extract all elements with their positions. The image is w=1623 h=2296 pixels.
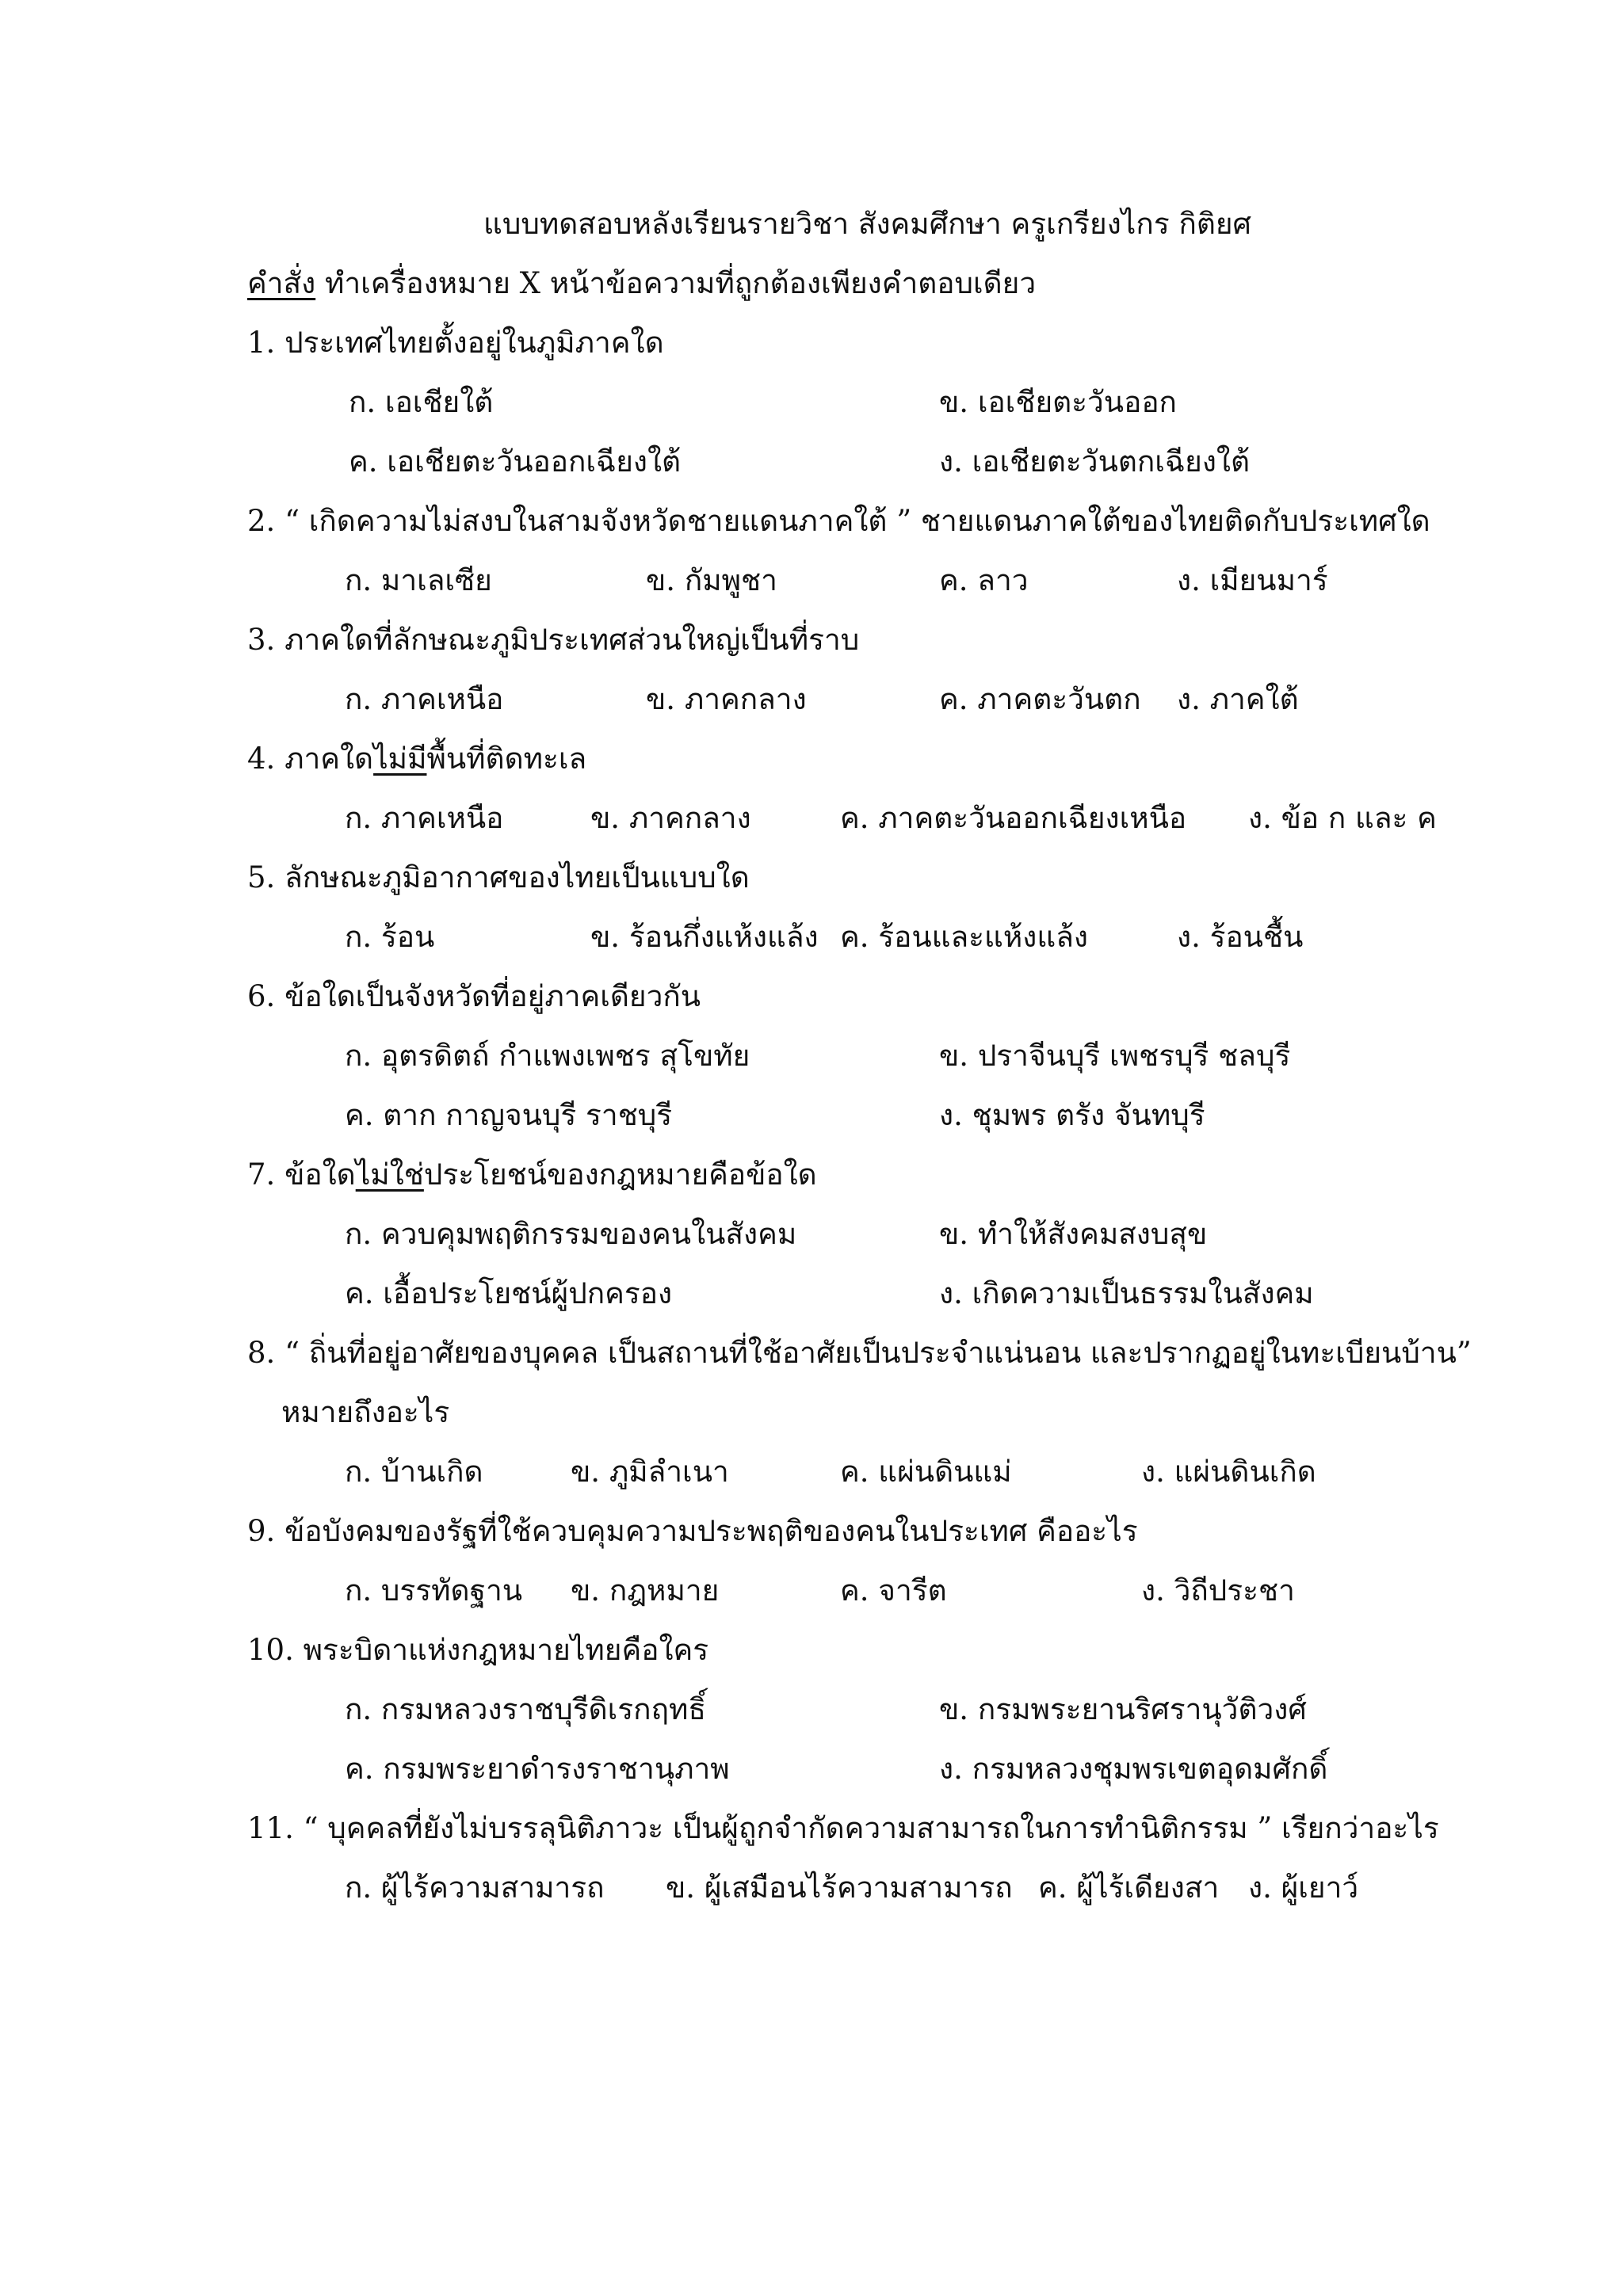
question-10: 10. พระบิดาแห่งกฎหมายไทยคือใคร [247, 1633, 709, 1667]
question-1: 1. ประเทศไทยตั้งอยู่ในภูมิภาคใด [247, 326, 664, 360]
choice-6d: ง. ชุมพร ตรัง จันทบุรี [939, 1098, 1205, 1132]
choice-10d: ง. กรมหลวงชุมพรเขตอุดมศักดิ์ [939, 1752, 1328, 1786]
choice-1d: ง. เอเชียตะวันตกเฉียงใต้ [939, 444, 1250, 479]
choice-3c: ค. ภาคตะวันตก [939, 682, 1141, 716]
question-6: 6. ข้อใดเป็นจังหวัดที่อยู่ภาคเดียวกัน [247, 979, 701, 1013]
question-8-cont: หมายถึงอะไร [281, 1395, 450, 1429]
question-4-pre: 4. ภาคใด [247, 742, 374, 776]
choice-9d: ง. วิถีประชา [1141, 1573, 1295, 1608]
choice-7c: ค. เอื้อประโยชน์ผู้ปกครอง [345, 1276, 673, 1310]
choice-4a: ก. ภาคเหนือ [345, 801, 504, 835]
choice-2a: ก. มาเลเซีย [345, 563, 492, 597]
question-3: 3. ภาคใดที่ลักษณะภูมิประเทศส่วนใหญ่เป็นที่ราบ [247, 623, 860, 657]
question-5: 5. ลักษณะภูมิอากาศของไทยเป็นแบบใด [247, 860, 750, 894]
choice-5d: ง. ร้อนชื้น [1177, 920, 1304, 954]
choice-11d: ง. ผู้เยาว์ [1248, 1871, 1359, 1905]
choice-1a: ก. เอเชียใต้ [349, 385, 494, 419]
question-11: 11. “ บุคคลที่ยังไม่บรรลุนิติภาวะ เป็นผู้ถูกจำกัดความสามารถในการทำนิติกรรม ” เรียกว่าอะไร [247, 1811, 1439, 1845]
choice-10a: ก. กรมหลวงราชบุรีดิเรกฤทธิ์ [345, 1692, 706, 1726]
choice-1c: ค. เอเชียตะวันออกเฉียงใต้ [349, 444, 682, 479]
choice-8c: ค. แผ่นดินแม่ [840, 1455, 1012, 1489]
choice-7b: ข. ทำให้สังคมสงบสุข [939, 1217, 1208, 1251]
question-7 [247, 1155, 817, 1195]
question-7-emphasis: ไม่ใช่ [355, 1158, 424, 1192]
choice-4b: ข. ภาคกลาง [590, 801, 751, 835]
choice-8d: ง. แผ่นดินเกิด [1141, 1455, 1316, 1489]
choice-9b: ข. กฎหมาย [571, 1573, 720, 1608]
question-8: 8. “ ถิ่นที่อยู่อาศัยของบุคคล เป็นสถานที่ใช้อาศัยเป็นประจำแน่นอน และปรากฏอยู่ในทะเบียนบ้าน” [247, 1336, 1472, 1370]
choice-2b: ข. กัมพูชา [646, 563, 777, 597]
choice-4c: ค. ภาคตะวันออกเฉียงเหนือ [840, 801, 1187, 835]
choice-11b: ข. ผู้เสมือนไร้ความสามารถ [666, 1871, 1013, 1905]
question-7-post: ประโยชน์ของกฎหมายคือข้อใด [423, 1158, 817, 1192]
choice-8a: ก. บ้านเกิด [345, 1455, 483, 1489]
choice-7a: ก. ควบคุมพฤติกรรมของคนในสังคม [345, 1217, 797, 1251]
choice-10b: ข. กรมพระยานริศรานุวัติวงศ์ [939, 1692, 1307, 1726]
choice-11a: ก. ผู้ไร้ความสามารถ [345, 1871, 605, 1905]
choice-1b: ข. เอเชียตะวันออก [939, 385, 1177, 419]
instruction-text: ทำเครื่องหมาย X หน้าข้อความที่ถูกต้องเพียงคำตอบเดียว [315, 266, 1037, 300]
choice-6c: ค. ตาก กาญจนบุรี ราชบุรี [345, 1098, 673, 1132]
question-4-emphasis: ไม่มี [373, 742, 427, 776]
choice-8b: ข. ภูมิลำเนา [571, 1455, 729, 1489]
question-9: 9. ข้อบังคมของรัฐที่ใช้ควบคุมความประพฤติของคนในประเทศ คืออะไร [247, 1514, 1138, 1548]
choice-2d: ง. เมียนมาร์ [1177, 563, 1328, 597]
choice-6b: ข. ปราจีนบุรี เพชรบุรี ชลบุรี [939, 1039, 1291, 1073]
page-title: แบบทดสอบหลังเรียนรายวิชา สังคมศึกษา ครูเกรียงไกร กิติยศ [483, 207, 1252, 241]
instruction-label: คำสั่ง [247, 266, 316, 300]
question-2: 2. “ เกิดความไม่สงบในสามจังหวัดชายแดนภาคใต้ ” ชายแดนภาคใต้ของไทยติดกับประเทศใด [247, 504, 1430, 538]
choice-3b: ข. ภาคกลาง [646, 682, 807, 716]
choice-4d: ง. ข้อ ก และ ค [1248, 801, 1437, 835]
choice-9c: ค. จารีต [840, 1573, 947, 1608]
question-4 [247, 739, 586, 779]
choice-2c: ค. ลาว [939, 563, 1029, 597]
question-4-post: พื้นที่ติดทะเล [426, 742, 587, 776]
question-7-pre: 7. ข้อใด [247, 1158, 356, 1192]
choice-5b: ข. ร้อนกึ่งแห้งแล้ง [590, 920, 819, 954]
choice-3d: ง. ภาคใต้ [1177, 682, 1299, 716]
choice-10c: ค. กรมพระยาดำรงราชานุภาพ [345, 1752, 730, 1786]
choice-5a: ก. ร้อน [345, 920, 435, 954]
choice-7d: ง. เกิดความเป็นธรรมในสังคม [939, 1276, 1314, 1310]
instruction [247, 264, 1036, 303]
choice-9a: ก. บรรทัดฐาน [345, 1573, 523, 1608]
choice-11c: ค. ผู้ไร้เดียงสา [1038, 1871, 1220, 1905]
choice-5c: ค. ร้อนและแห้งแล้ง [840, 920, 1088, 954]
choice-6a: ก. อุตรดิตถ์ กำแพงเพชร สุโขทัย [345, 1039, 750, 1073]
choice-3a: ก. ภาคเหนือ [345, 682, 504, 716]
